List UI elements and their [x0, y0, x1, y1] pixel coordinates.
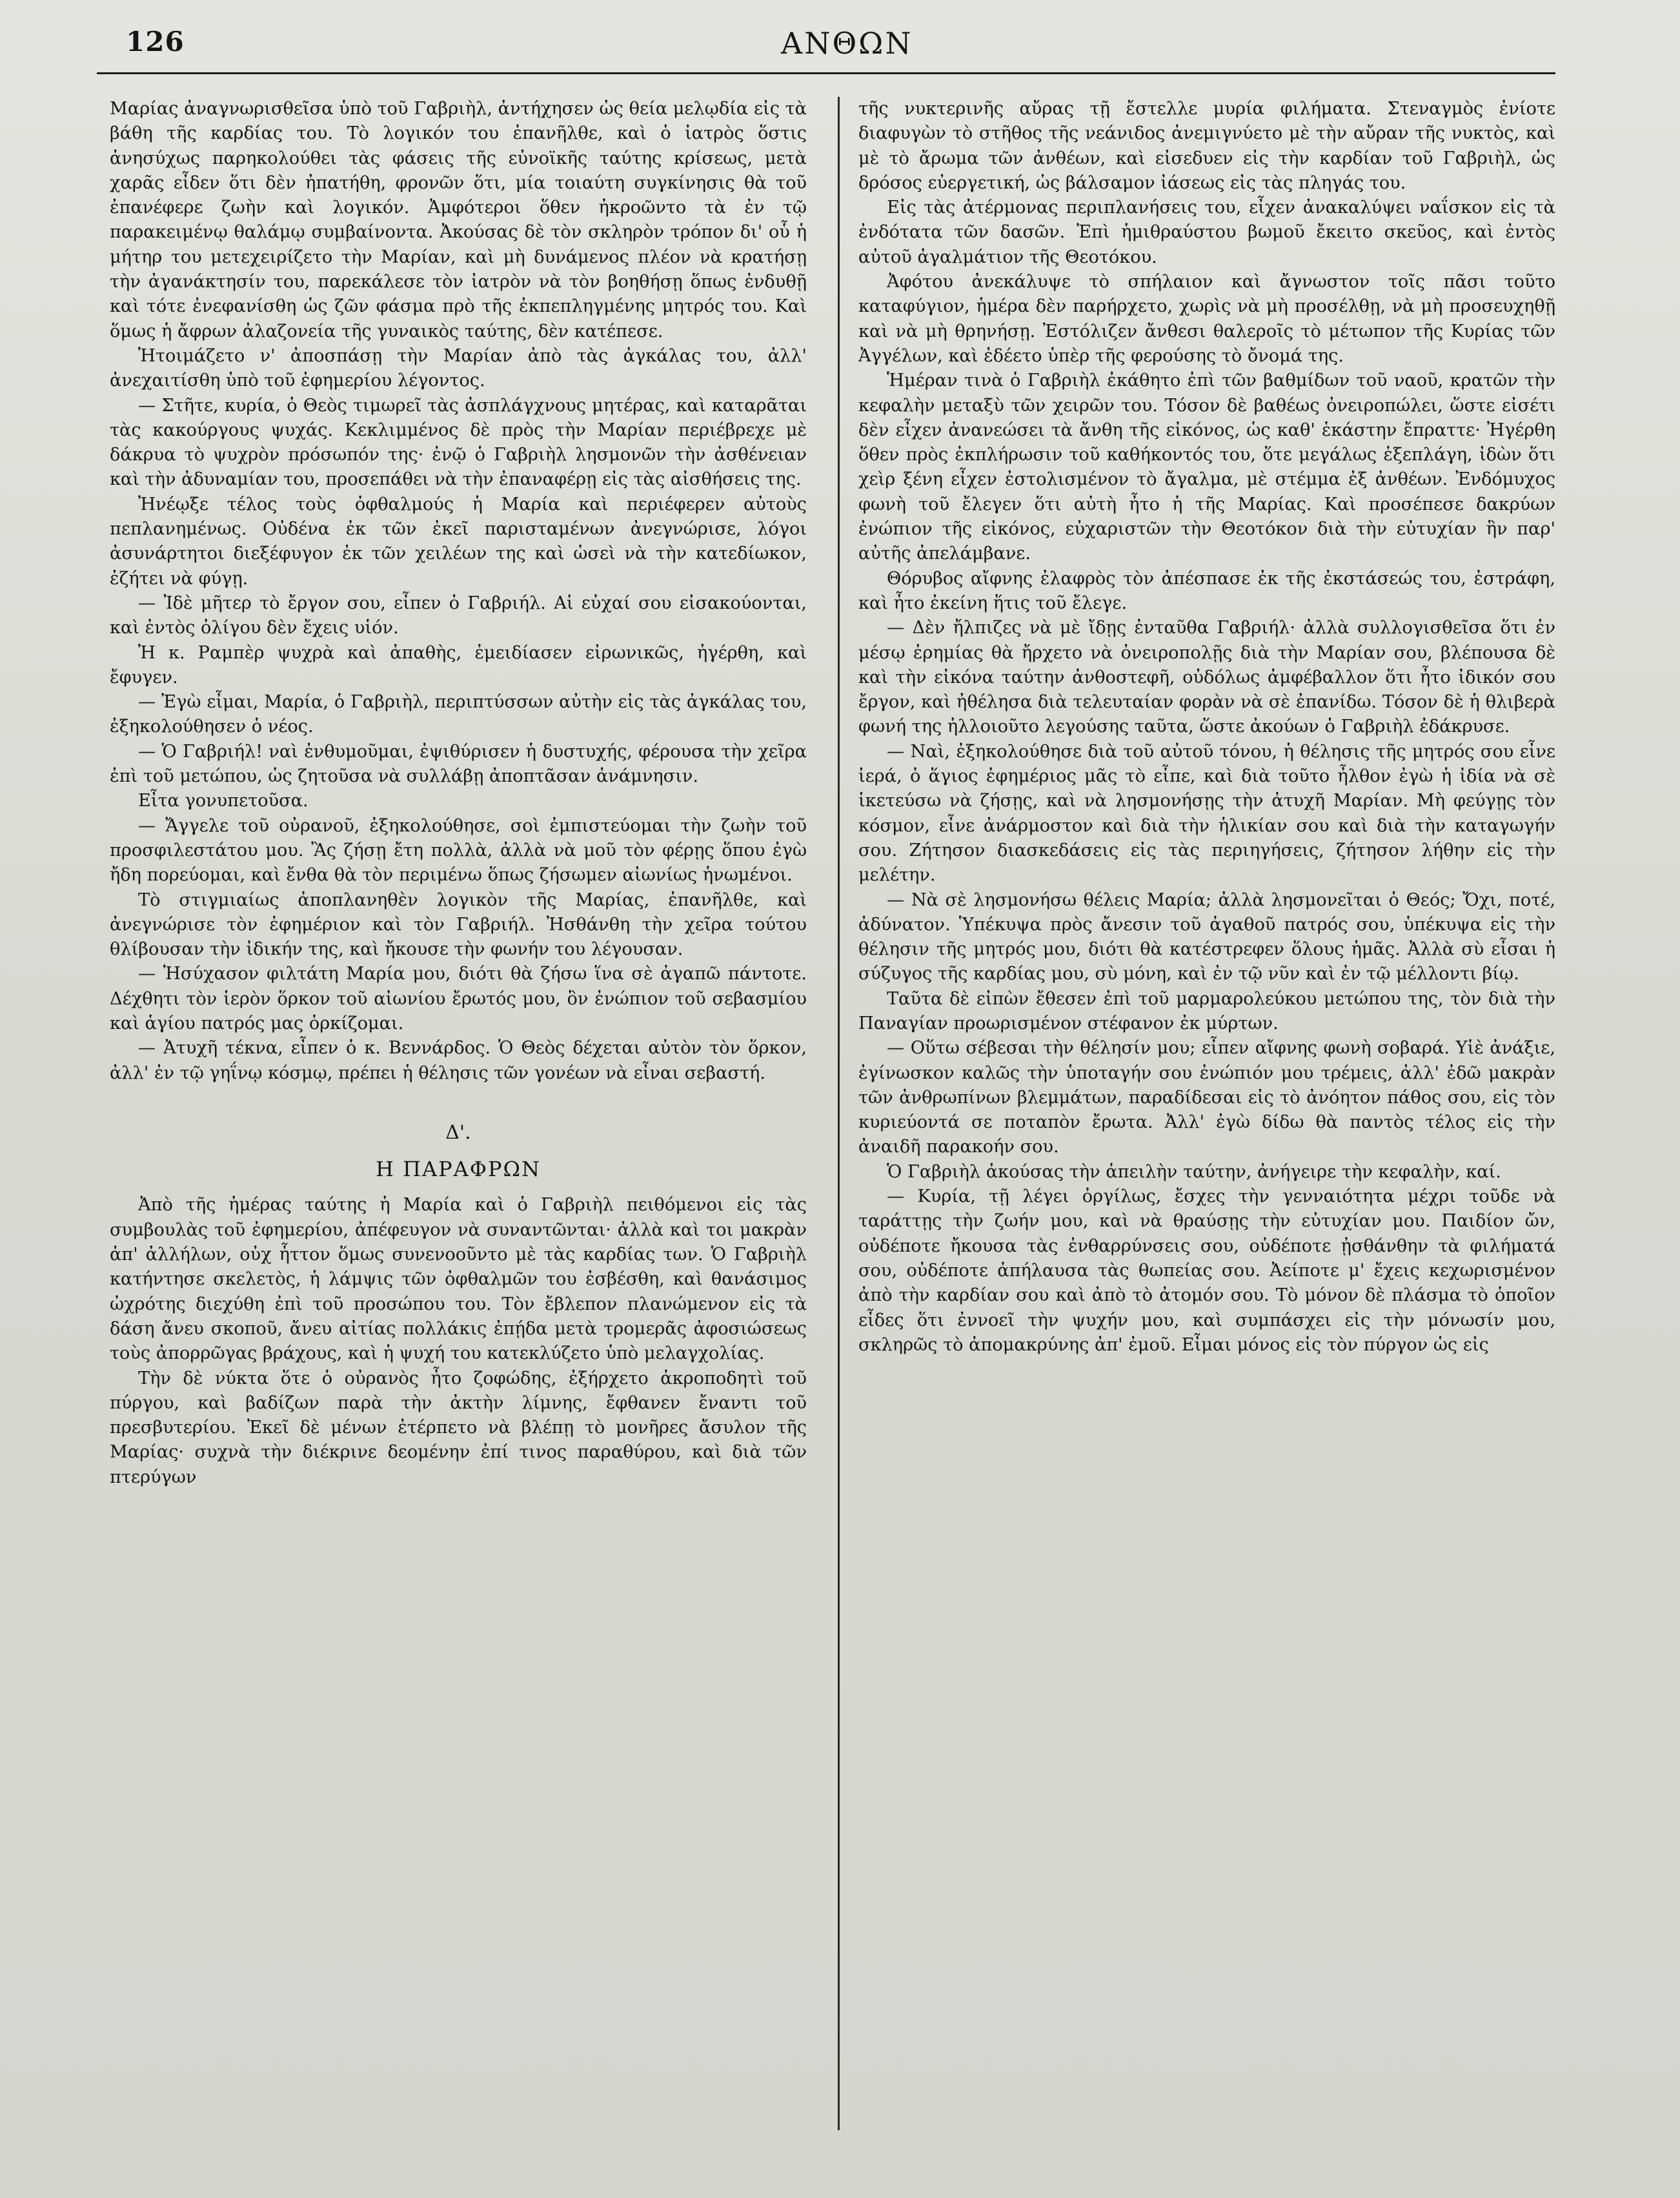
column-rule: [838, 97, 840, 2130]
paragraph: — Ἐγὼ εἶμαι, Μαρία, ὁ Γαβριὴλ, περιπτύσσων αὐτὴν εἰς τὰς ἀγκάλας του, ἐξηκολούθησεν ὁ νέος.: [110, 692, 807, 737]
paragraph: Ἡμέραν τινὰ ὁ Γαβριὴλ ἐκάθητο ἐπὶ τῶν βαθμίδων τοῦ ναοῦ, κρατῶν τὴν κεφαλὴν μεταξὺ τῶν χειρῶν του. Τόσον δὲ βαθέως ὀνειροπώλει, ὥστε εἰσέτι δὲν εἶχεν ἀνανεώσει τὰ ἄνθη τῆς εἰκόνος, ὡς καθ' ἑκάστην ἔπραττε· Ἠγέρθη ὅθεν πρὸς ἐκπλήρωσιν τοῦ καθήκοντός του, ὅτε μεγάλως ἐξεπλάγη, ἰδὼν ὅτι χεὶρ ξένη εἶχεν ἐστολισμένον τὸ ἄγαλμα, μὲ στέμμα ἐξ ἀνθέων. Ἐνδόμυχος φωνὴ τοῦ ἔλεγεν ὅτι αὐτὴ ἦτο ἡ τῆς Μαρίας. Καὶ προσέπεσε δακρύων ἐνώπιον τῆς εἰκόνος, εὐχαριστῶν τὴν Θεοτόκον διὰ τὴν εὐτυχίαν ἣν παρ' αὐτῆς ἀπελάμβανε.: [858, 371, 1555, 564]
paragraph: Τὸ στιγμιαίως ἀποπλανηθὲν λογικὸν τῆς Μαρίας, ἐπανῆλθε, καὶ ἀνεγνώρισε τὸν ἐφημέριον καὶ τὸν Γαβριήλ. Ἠσθάνθη τὴν χεῖρα τούτου θλίβουσαν τὴν ἰδικήν της, καὶ ἤκουσε τὴν φωνήν του λέγουσαν.: [110, 890, 807, 960]
paragraph: Ἀπὸ τῆς ἡμέρας ταύτης ἡ Μαρία καὶ ὁ Γαβριὴλ πειθόμενοι εἰς τὰς συμβουλὰς τοῦ ἐφημερίου, ἀπέφευγον νὰ συναντῶνται· ἀλλὰ καὶ τοι μακρὰν ἀπ' ἀλλήλων, οὐχ ἧττον ὅμως συνενοοῦντο μὲ τὰς καρδίας των. Ὁ Γαβριὴλ κατήντησε σκελετὸς, ἡ λάμψις τῶν ὀφθαλμῶν του ἐσβέσθη, καὶ θανάσιμος ὠχρότης διεχύθη ἐπὶ τοῦ προσώπου του. Τὸν ἔβλεπον πλανώμενον εἰς τὰ δάση ἄνευ σκοποῦ, ἄνευ αἰτίας πολλάκις ἐπῄδα μετὰ τρομερᾶς ἀφοσιώσεως τοὺς ἀπορρῶγας βράχους, καὶ ἡ ψυχή του κατεκλύζετο ὑπὸ μελαγχολίας.: [110, 1195, 807, 1364]
paragraph: — Οὕτω σέβεσαι τὴν θέλησίν μου; εἶπεν αἴφνης φωνὴ σοβαρά. Υἱὲ ἀνάξιε, ἐγίνωσκον καλῶς τὴν ὑποταγήν σου ἐνώπιόν μου τρέμεις, ἀλλ' ἐδῶ μακρὰν τῶν ἀνθρωπίνων βλεμμάτων, παραδίδεσαι εἰς τὸ ἀνόητον πάθος σου, εἰς τὸν κυριεύοντά σε ποταπὸν ἔρωτα. Ἀλλ' ἐγὼ δίδω θὰ παντὸς τέλος εἰς τὴν ἀναιδῆ παρακοήν σου.: [858, 1038, 1555, 1157]
header-rule: [97, 72, 1555, 74]
paragraph: Εἶτα γονυπετοῦσα.: [138, 791, 309, 811]
page-number: 126: [126, 26, 185, 57]
paragraph: Θόρυβος αἴφνης ἐλαφρὸς τὸν ἀπέσπασε ἐκ τῆς ἐκστάσεώς του, ἐστράφη, καὶ ἦτο ἐκείνη ἥτις τοῦ ἔλεγε.: [858, 568, 1555, 613]
paragraph: Μαρίας ἀναγνωρισθεῖσα ὑπὸ τοῦ Γαβριὴλ, ἀντήχησεν ὡς θεία μελῳδία εἰς τὰ βάθη τῆς καρδίας του. Τὸ λογικόν του ἐπανῆλθε, καὶ ὁ ἰατρὸς ὅστις ἀνησύχως παρηκολούθει τὰς φάσεις τῆς εὐνοϊκῆς ταύτης κρίσεως, μετὰ χαρᾶς εἶδεν ὅτι δὲν ἠπατήθη, φρονῶν ὅτι, μία τοιαύτη συγκίνησις θὰ τοῦ ἐπανέφερε ζωὴν καὶ λογικόν. Ἀμφότεροι ὅθεν ἠκροῶντο τὰ ἐν τῷ παρακειμένῳ θαλάμῳ συμβαίνοντα. Ἀκούσας δὲ τὸν σκληρὸν τρόπον δι' οὗ ἡ μήτηρ του μετεχειρίζετο τὴν Μαρίαν, καὶ μὴ δυνάμενος πλέον νὰ κρατήσῃ τὴν ἀγανάκτησίν του, παρεκάλεσε τὸν ἰατρὸν νὰ τὸν βοηθήσῃ ὅπως ἐνδυθῇ καὶ τότε ἐνεφανίσθη ὡς ζῶν φάσμα πρὸ τῆς ἐκπεπληγμένης μητρός του. Καὶ ὅμως ἡ ἄφρων ἀλαζονεία τῆς γυναικὸς ταύτης, δὲν κατέπεσε.: [110, 99, 807, 341]
paragraph: — Ἡσύχασον φιλτάτη Μαρία μου, διότι θὰ ζήσω ἵνα σὲ ἀγαπῶ πάντοτε. Δέχθητι τὸν ἱερὸν ὅρκον τοῦ αἰωνίου ἔρωτός μου, ὃν ἐνώπιον τοῦ σεβασμίου καὶ ἁγίου πατρός μας ὁρκίζομαι.: [110, 964, 807, 1033]
paragraph: Τὴν δὲ νύκτα ὅτε ὁ οὐρανὸς ἦτο ζοφώδης, ἐξήρχετο ἀκροποδητὶ τοῦ πύργου, καὶ βαδίζων παρὰ τὴν ἀκτὴν λίμνης, ἔφθανεν ἔναντι τοῦ πρεσβυτερίου. Ἐκεῖ δὲ μένων ἐτέρπετο νὰ βλέπῃ τὸ μονῆρες ἄσυλον τῆς Μαρίας· συχνὰ τὴν διέκρινε δεομένην ἐπί τινος παραθύρου, καὶ διὰ τῶν πτερύγων: [110, 1368, 807, 1487]
left-column: [110, 97, 807, 2130]
paragraph: — Κυρία, τῇ λέγει ὀργίλως, ἔσχες τὴν γενναιότητα μέχρι τοῦδε νὰ ταράττῃς τὴν ζωήν μου, καὶ νὰ θραύσῃς τὴν εὐτυχίαν μου. Παιδίον ὤν, οὐδέποτε ἤκουσα τὰς ἐνθαρρύνσεις σου, οὐδέποτε ᾐσθάνθην τὰ φιλήματά σου, οὐδέποτε ἀπήλαυσα τὰς θωπείας σου. Ἀείποτε μ' ἔχεις κεχωρισμένον ἀπὸ τὴν καρδίαν σου καὶ ἀπὸ τὸ ἀτομόν σου. Τὸ μόνον δὲ πλάσμα τὸ ὁποῖον εἶδες ὅτι ἐννοεῖ τὴν ψυχήν μου, καὶ συμπάσχει εἰς τὴν μόνωσίν μου, σκληρῶς τὸ ἀπομακρύνης ἀπ' ἐμοῦ. Εἶμαι μόνος εἰς τὸν πύργον ὡς εἰς: [858, 1186, 1555, 1355]
running-title: ΑΝΘΩΝ: [781, 26, 913, 61]
right-column: [858, 97, 1555, 2130]
paragraph: Ἀφότου ἀνεκάλυψε τὸ σπήλαιον καὶ ἄγνωστον τοῖς πᾶσι τοῦτο καταφύγιον, ἡμέρα δὲν παρήρχετο, χωρὶς νὰ μὴ προσέλθῃ, νὰ μὴ προσευχηθῇ καὶ νὰ μὴ θρηνήσῃ. Ἐστόλιζεν ἄνθεσι θαλεροῖς τὸ μέτωπον τῆς Κυρίας τῶν Ἀγγέλων, καὶ ἐδέετο ὑπὲρ τῆς φερούσης τὸ ὄνομά της.: [858, 272, 1555, 366]
paragraph: — Ἀτυχῆ τέκνα, εἶπεν ὁ κ. Βεννάρδος. Ὁ Θεὸς δέχεται αὐτὸν τὸν ὅρκον, ἀλλ' ἐν τῷ γηΐνῳ κόσμῳ, πρέπει ἡ θέλησις τῶν γονέων νὰ εἶναι σεβαστή.: [110, 1038, 807, 1083]
page-header: [97, 26, 1575, 71]
paragraph: Ταῦτα δὲ εἰπὼν ἔθεσεν ἐπὶ τοῦ μαρμαρολεύκου μετώπου της, τὸν διὰ τὴν Παναγίαν προωρισμένον στέφανον ἐκ μύρτων.: [858, 988, 1555, 1033]
paragraph: — Δὲν ἤλπιζες νὰ μὲ ἴδῃς ἐνταῦθα Γαβριήλ· ἀλλὰ συλλογισθεῖσα ὅτι ἐν μέσῳ ἐρημίας θὰ ἤρχετο νὰ ὀνειροπολῇς διὰ τὴν Μαρίαν σου, βλέπουσα δὲ καὶ τὴν εἰκόνα ταύτην ἀνθοστεφῆ, οὐδόλως ἀμφέβαλλον ὅτι ἦτο ἰδικόν σου ἔργον, καὶ ἠθέλησα διὰ τελευταίαν φορὰν νὰ σὲ ἐπανίδω. Τόσον δὲ ἡ θλιβερὰ φωνή της ἠλλοιοῦτο λεγούσης ταῦτα, ὥστε ἀκούων ὁ Γαβριὴλ ἐδάκρυσε.: [858, 618, 1555, 737]
paragraph: Ἡτοιμάζετο ν' ἀποσπάσῃ τὴν Μαρίαν ἀπὸ τὰς ἀγκάλας του, ἀλλ' ἀνεχαιτίσθη ὑπὸ τοῦ ἐφημερίου λέγοντος.: [110, 345, 807, 391]
section-number: Δ'.: [445, 1121, 471, 1144]
paragraph: — Ἄγγελε τοῦ οὐρανοῦ, ἐξηκολούθησε, σοὶ ἐμπιστεύομαι τὴν ζωὴν τοῦ προσφιλεστάτου μου. Ἂς ζήσῃ ἔτη πολλὰ, ἀλλὰ νὰ μοῦ τὸν φέρῃς ὅπου ἐγὼ ἤδη πορεύομαι, καὶ ἔνθα θὰ τὸν περιμένω ὅπως ζήσωμεν αἰωνίως ἡνωμένοι.: [110, 815, 807, 886]
paragraph: — Ὁ Γαβριήλ! ναὶ ἐνθυμοῦμαι, ἐψιθύρισεν ἡ δυστυχής, φέρουσα τὴν χεῖρα ἐπὶ τοῦ μετώπου, ὡς ζητοῦσα νὰ συλλάβῃ ἀποπτᾶσαν ἀνάμνησιν.: [110, 741, 807, 787]
section-title: Η ΠΑΡΑΦΡΩΝ: [375, 1157, 541, 1182]
paragraph: Ἡ κ. Ραμπὲρ ψυχρὰ καὶ ἀπαθὴς, ἐμειδίασεν εἰρωνικῶς, ἠγέρθη, καὶ ἔφυγεν.: [110, 642, 807, 687]
paragraph: — Ἰδὲ μῆτερ τὸ ἔργον σου, εἶπεν ὁ Γαβριήλ. Αἱ εὐχαί σου εἰσακούονται, καὶ ἐντὸς ὀλίγου δὲν ἔχεις υἱόν.: [110, 593, 807, 638]
paragraph: Ἠνέῳξε τέλος τοὺς ὀφθαλμούς ἡ Μαρία καὶ περιέφερεν αὐτοὺς πεπλανημένως. Οὐδένα ἐκ τῶν ἐκεῖ παρισταμένων ἀνεγνώρισε, λόγοι ἀσυνάρτητοι διεξέφυγον ἐκ τῶν χειλέων της καὶ ὡσεὶ νὰ τὴν κατεδίωκον, ἐζήτει νὰ φύγῃ.: [110, 494, 807, 589]
paragraph: Εἰς τὰς ἀτέρμονας περιπλανήσεις του, εἶχεν ἀνακαλύψει ναΐσκον εἰς τὰ ἐνδότατα τῶν δασῶν. Ἐπὶ ἡμιθραύστου βωμοῦ ἔκειτο σκεῦος, καὶ ἐντὸς αὐτοῦ ἀγαλμάτιον τῆς Θεοτόκου.: [858, 198, 1555, 267]
paragraph: — Νὰ σὲ λησμονήσω θέλεις Μαρία; ἀλλὰ λησμονεῖται ὁ Θεός; Ὄχι, ποτέ, ἀδύνατον. Ὑπέκυψα πρὸς ἄνεσιν τοῦ ἀγαθοῦ πατρός σου, ὑπέκυψα εἰς τὴν θέλησιν τῆς μητρός μου, διότι θὰ κατέστρεφεν ὅλους ἡμᾶς. Ἀλλὰ σὺ εἶσαι ἡ σύζυγος τῆς καρδίας μου, σὺ μόνη, καὶ ἐν τῷ νῦν καὶ ἐν τῷ μέλλοντι βίῳ.: [858, 890, 1555, 984]
paragraph: Ὁ Γαβριὴλ ἀκούσας τὴν ἀπειλὴν ταύτην, ἀνήγειρε τὴν κεφαλὴν, καί.: [887, 1161, 1501, 1182]
paragraph: τῆς νυκτερινῆς αὔρας τῇ ἔστελλε μυρία φιλήματα. Στεναγμὸς ἐνίοτε διαφυγὼν τὸ στῆθος τῆς νεάνιδος ἀνεμιγνύετο μὲ τὴν αὔραν τῆς νυκτὸς, καὶ μὲ τὸ ἄρωμα τῶν ἀνθέων, καὶ εἰσεδυεν εἰς τὴν καρδίαν τοῦ Γαβριὴλ, ὡς δρόσος εὐεργετική, ὡς βάλσαμον ἰάσεως εἰς τὰς πληγάς του.: [858, 99, 1555, 193]
paragraph: — Στῆτε, κυρία, ὁ Θεὸς τιμωρεῖ τὰς ἀσπλάγχνους μητέρας, καὶ καταρᾶται τὰς κακούργους ψυχάς. Κεκλιμμένος δὲ πρὸς τὴν Μαρίαν περιέβρεχε μὲ δάκρυα τὸ ψυχρὸν πρόσωπόν της· ἐνῷ ὁ Γαβριὴλ λησμονῶν τὴν ἀσθένειαν καὶ τὴν ἀδυναμίαν του, προσεπάθει νὰ τὴν ἐπαναφέρῃ εἰς τὰς αἰσθήσεις της.: [110, 395, 807, 490]
paragraph: — Ναὶ, ἐξηκολούθησε διὰ τοῦ αὐτοῦ τόνου, ἡ θέλησις τῆς μητρός σου εἶνε ἱερά, ὁ ἅγιος ἐφημέριος μᾶς τὸ εἶπε, καὶ διὰ τοῦτο ἦλθον ἐγὼ ἡ ἰδία νὰ σὲ ἱκετεύσω νὰ ζήσῃς, καὶ νὰ λησμονήσῃς τὴν ἀτυχῆ Μαρίαν. Μὴ φεύγῃς τὸν κόσμον, εἶνε ἀνάρμοστον καὶ διὰ τὴν ἡλικίαν σου καὶ διὰ τὴν καταγωγήν σου. Ζήτησον διασκεδάσεις εἰς τὰς περιηγήσεις, ζήτησον λήθην εἰς τὴν μελέτην.: [858, 741, 1555, 886]
